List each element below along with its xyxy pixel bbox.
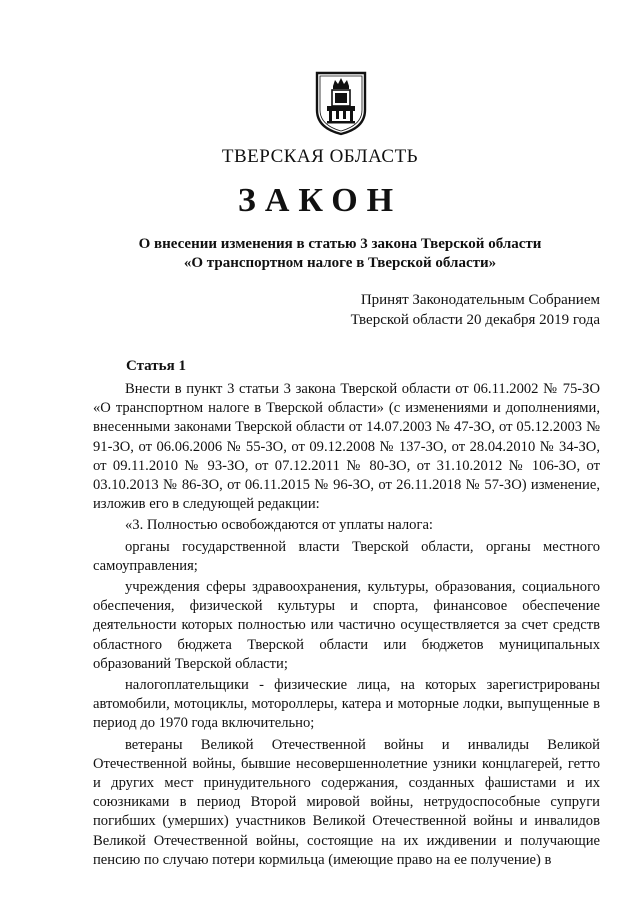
adoption-note-line-1: Принят Законодательным Собранием [360, 292, 600, 308]
region-title: ТВЕРСКАЯ ОБЛАСТЬ [221, 146, 419, 167]
article-paragraph: Внести в пункт 3 статьи 3 закона Тверской области от 06.11.2002 № 75-ЗО «О транспортном налоге в Тверской области» (с изменениями и дополнениями, внесенными законами Тверской области от 14.07.2003 № 47-ЗО, от 05.12.2003 № 91-ЗО, от 06.06.2006 № 55-ЗО, от 09.12.2008 № 137-ЗО, от 28.04.2010 № 34-ЗО, от 09.11.2010 № 93-ЗО, от 07.12.2011 № 80-ЗО, от 31.10.2012 № 106-ЗО, от 03.10.2013 № 86-ЗО, от 06.11.2015 № 96-ЗО, от 26.11.2018 № 57-ЗО) изменение, изложив его в следующей редакции: [93, 381, 600, 513]
article-paragraph: «3. Полностью освобождаются от уплаты налога: [125, 517, 433, 534]
article-paragraph: учреждения сферы здравоохранения, культуры, образования, социального обеспечения, физической культуры и спорта, финансовое обеспечение деятельности которых полностью или частично осуществляется за счет средств областного бюджета Тверской области или бюджетов муниципальных образований Тверской области; [93, 579, 600, 672]
adoption-note [351, 290, 600, 330]
article-paragraph: органы государственной власти Тверской области, органы местного самоуправления; [93, 538, 600, 574]
law-subject-line-2: «О транспортном налоге в Тверской области» [183, 255, 497, 271]
law-subject [80, 235, 600, 273]
law-subject-line-1: О внесении изменения в статью 3 закона Тверской области [138, 236, 542, 252]
article-paragraph: ветераны Великой Отечественной войны и инвалиды Великой Отечественной войны, бывшие несовершеннолетние узники концлагерей, гетто и других мест принудительного содержания, созданных фашистами и их союзниками в период Второй мировой войны, нетрудоспособные супруги погибших (умерших) участников Великой Отечественной войны и инвалидов Великой Отечественной войны, состоящие на их иждивении и получающие пенсию по случаю потери кормильца (имеющие право на ее получение) в [93, 736, 600, 868]
article-body [93, 380, 600, 870]
article-title: Статья 1 [126, 358, 186, 374]
tver-coat-of-arms-icon [314, 70, 368, 136]
adoption-note-line-2: Тверской области 20 декабря 2019 года [350, 312, 600, 328]
document-type-title: ЗАКОН [237, 182, 403, 219]
article-paragraph: налогоплательщики - физические лица, на которых зарегистрированы автомобили, мотоциклы, мотороллеры, катера и моторные лодки, выпущенные в период до 1970 года включительно; [93, 677, 600, 732]
